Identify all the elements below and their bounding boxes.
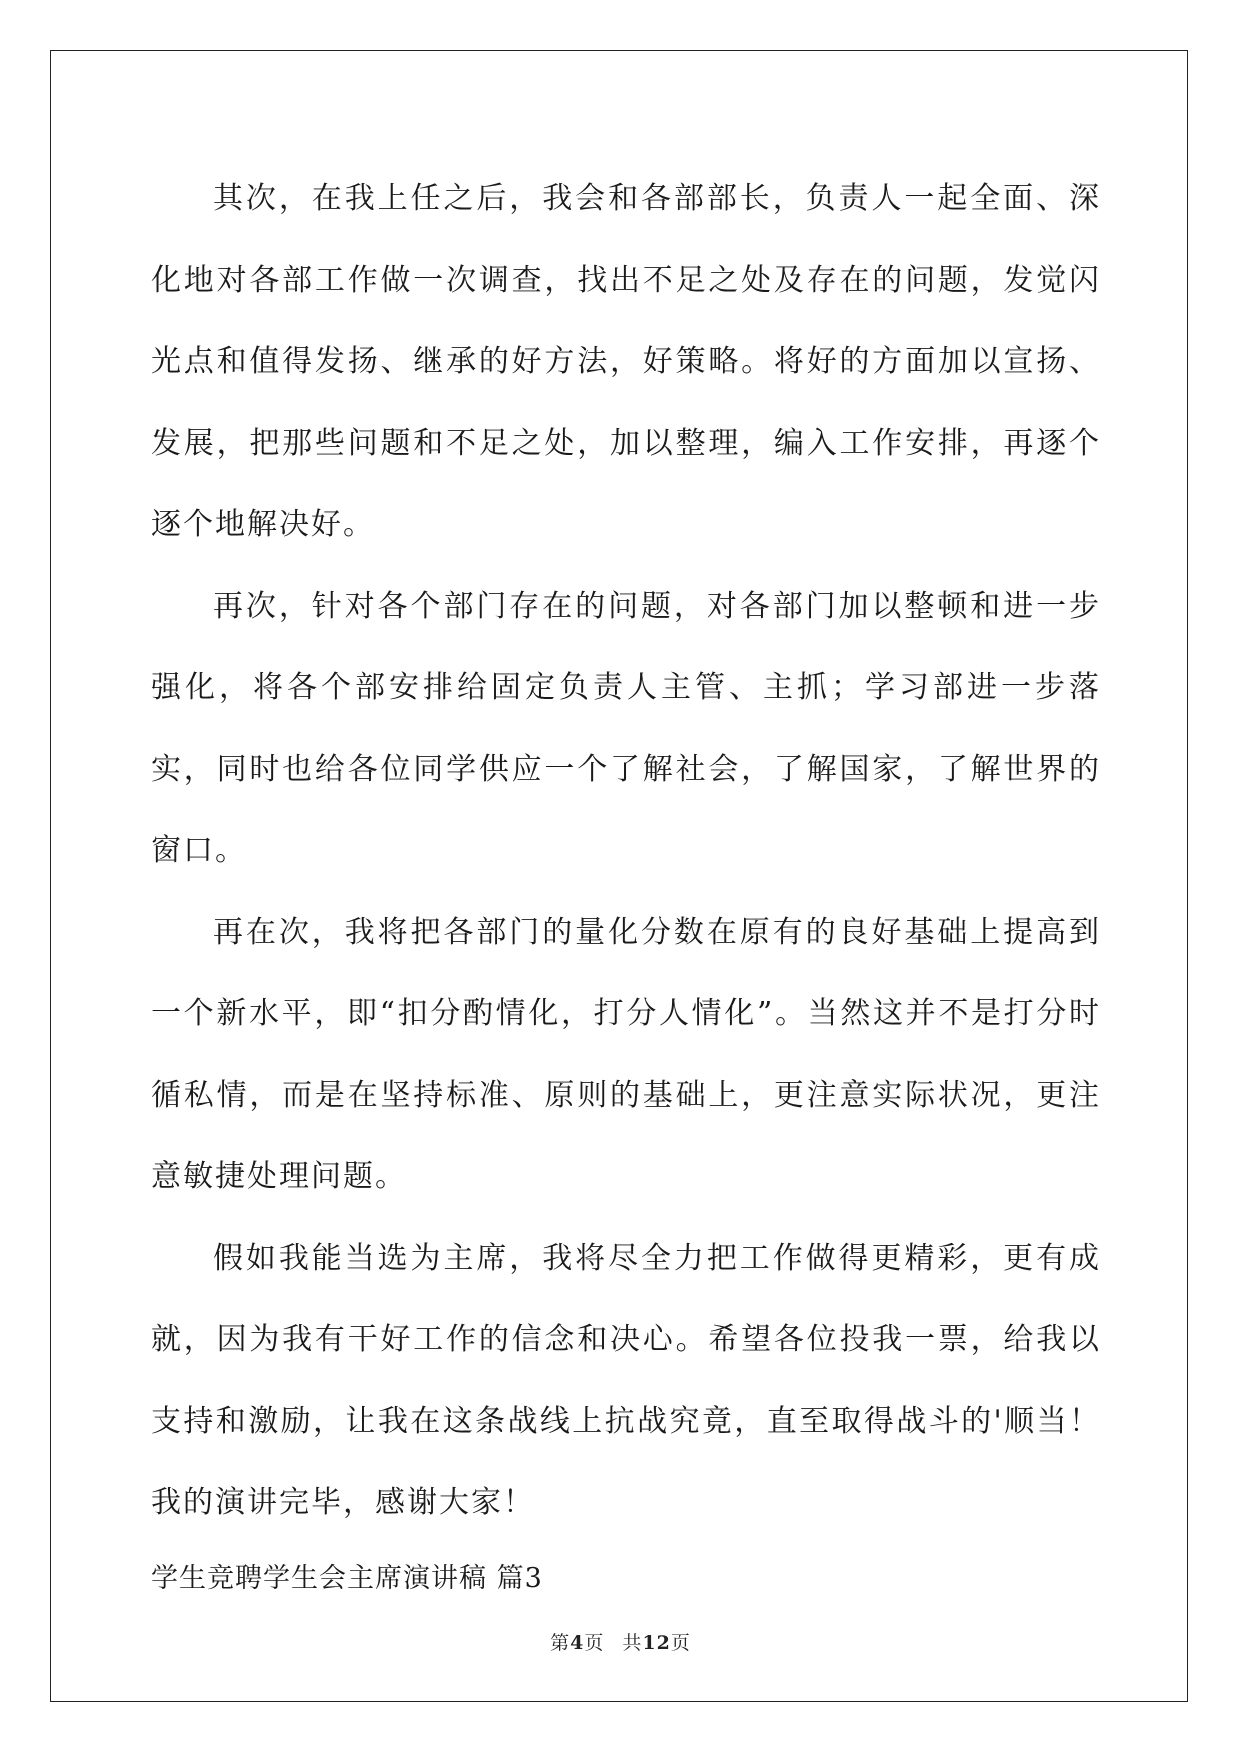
page-prefix: 第 — [550, 1632, 571, 1654]
page-suffix: 页 — [584, 1632, 605, 1654]
paragraph: 再次，针对各个部门存在的问题，对各部门加以整顿和进一步强化，将各个部安排给固定负责人主管、主抓；学习部进一步落实，同时也给各位同学供应一个了解社会，了解国家，了解世界的窗口。 — [151, 588, 1101, 868]
total-prefix: 共 — [622, 1632, 643, 1654]
paragraph: 假如我能当选为主席，我将尽全力把工作做得更精彩，更有成就，因为我有干好工作的信念和决心。希望各位投我一票，给我以支持和激励，让我在这条战线上抗战究竟，直至取得战斗的'顺当！我的演讲完毕，感谢大家！ — [151, 1240, 1101, 1520]
page-footer — [0, 1628, 1241, 1655]
section-heading: 学生竞聘学生会主席演讲稿 篇3 — [151, 1562, 543, 1594]
document-body — [151, 158, 1101, 1610]
total-suffix: 页 — [670, 1632, 691, 1654]
paragraph: 再在次，我将把各部门的量化分数在原有的良好基础上提高到一个新水平，即“扣分酌情化，打分人情化”。当然这并不是打分时循私情，而是在坚持标准、原则的基础上，更注意实际状况，更注意敏捷处理问题。 — [151, 914, 1101, 1194]
page-total: 12 — [642, 1632, 671, 1654]
paragraph: 其次，在我上任之后，我会和各部部长，负责人一起全面、深化地对各部工作做一次调查，找出不足之处及存在的问题，发觉闪光点和值得发扬、继承的好方法，好策略。将好的方面加以宣扬、发展，把那些问题和不足之处，加以整理，编入工作安排，再逐个逐个地解决好。 — [151, 181, 1101, 542]
page-current: 4 — [570, 1632, 585, 1654]
